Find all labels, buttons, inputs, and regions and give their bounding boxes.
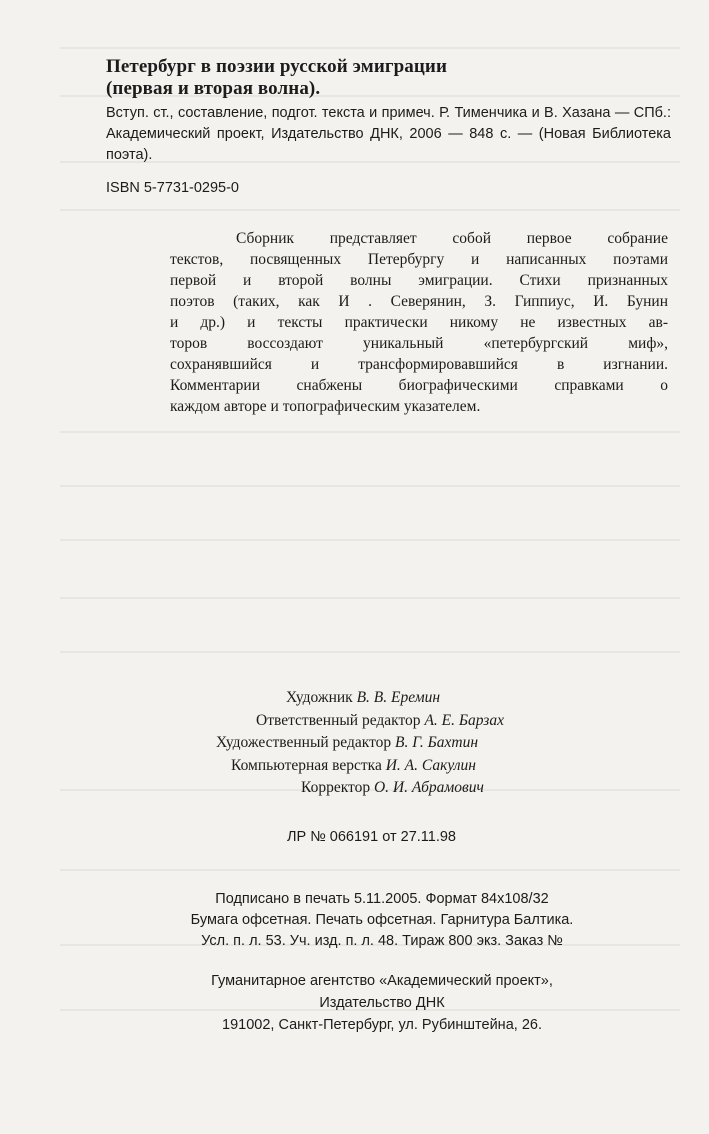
publisher-address bbox=[142, 970, 622, 1036]
print-details-line: Бумага офсетная. Печать офсетная. Гарнитура Балтика. bbox=[190, 912, 574, 928]
annotation-line: Комментарии снабжены биографическими справками о bbox=[170, 377, 668, 394]
book-title bbox=[106, 56, 666, 100]
annotation-line: торов воссоздают уникальный «петербургский миф», bbox=[170, 335, 668, 352]
annotation-line: и др.) и тексты практически никому не известных ав- bbox=[170, 314, 668, 331]
print-details-line: Усл. п. л. 53. Уч. изд. п. л. 48. Тираж 800 экз. Заказ № bbox=[201, 933, 563, 949]
credit-proofreader bbox=[200, 777, 560, 800]
credit-name: И. А. Сакулин bbox=[385, 756, 476, 774]
publisher-line: Издательство ДНК bbox=[319, 995, 445, 1011]
credit-layout bbox=[200, 755, 560, 778]
print-details-line: Подписано в печать 5.11.2005. Формат 84x108/32 bbox=[215, 891, 549, 907]
credits bbox=[200, 687, 560, 800]
bibliographic-description: Вступ. ст., составление, подгот. текста и примеч. Р. Тименчика и В. Хазана — СПб.: Академический проект, Издательство ДНК, 2006 — 848 с. — (Новая Библиотека поэта). bbox=[106, 105, 671, 163]
credit-name: В. В. Еремин bbox=[356, 689, 441, 706]
credit-executive-editor bbox=[200, 710, 560, 733]
annotation-line: первой и второй волны эмиграции. Стихи признанных bbox=[170, 272, 668, 289]
annotation-line: сохранявшийся и трансформировавшийся в изгнании. bbox=[170, 356, 668, 373]
credit-role: Ответственный редактор bbox=[256, 711, 421, 729]
isbn: ISBN 5-7731-0295-0 bbox=[106, 180, 239, 196]
license-number: ЛР № 066191 от 27.11.98 bbox=[287, 829, 456, 845]
annotation-line: поэтов (таких, как И . Северянин, З. Гиппиус, И. Бунин bbox=[170, 293, 668, 310]
credit-role: Художник bbox=[286, 689, 353, 706]
credit-role: Компьютерная верстка bbox=[231, 756, 382, 774]
book-title-line-1: Петербург в поэзии русской эмиграции bbox=[106, 56, 448, 77]
credit-name: В. Г. Бахтин bbox=[395, 734, 479, 751]
credit-artist bbox=[200, 687, 560, 710]
publisher-line: 191002, Санкт-Петербург, ул. Рубинштейна, 26. bbox=[222, 1017, 542, 1033]
annotation-line: текстов, посвященных Петербургу и написанных поэтами bbox=[170, 251, 668, 268]
annotation-line: Сборник представляет собой первое собрание bbox=[236, 230, 668, 247]
credit-name: О. И. Абрамович bbox=[373, 779, 484, 796]
credit-name: А. Е. Барзах bbox=[424, 711, 504, 729]
credit-art-editor bbox=[200, 732, 560, 755]
book-title-line-2: (первая и вторая волна). bbox=[106, 78, 321, 99]
annotation-line: каждом авторе и топографическим указателем. bbox=[170, 398, 481, 415]
credit-role: Художественный редактор bbox=[216, 734, 392, 751]
credit-role: Корректор bbox=[301, 779, 371, 796]
print-details bbox=[142, 889, 622, 952]
annotation bbox=[170, 228, 668, 417]
publisher-line: Гуманитарное агентство «Академический проект», bbox=[211, 973, 553, 989]
